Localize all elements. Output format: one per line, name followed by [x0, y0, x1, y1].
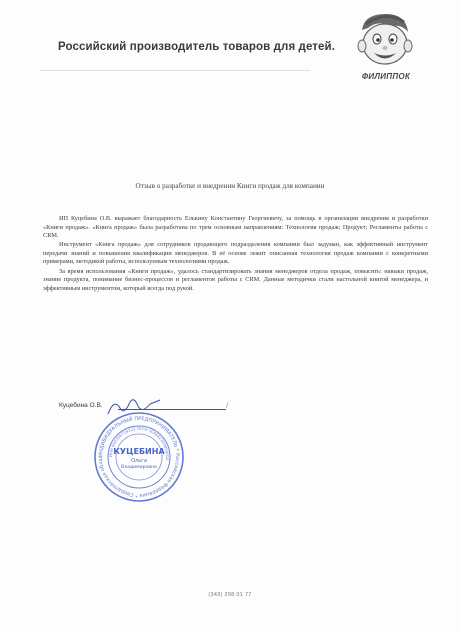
- stamp-first-name: Ольга: [131, 458, 147, 464]
- logo-wordmark: ФИЛИППОК: [361, 72, 411, 81]
- paragraph-tool-purpose: Инструмент «Книга продаж» для сотрудников продающего подразделения компании был задуман, как эффективный инструмент передачи знаний и повышения квалификации менеджеров. В её основе лежит описанная технология продаж компании с конкретными примерами, методикой работы, используемым технологиями продаж.: [43, 241, 428, 266]
- stamp-ring-text: ИНДИВИДУАЛЬНЫЙ ПРЕДПРИНИМАТЕЛЬ * Российская Федерация * Свердловская облас: [97, 415, 181, 499]
- stamp-registration-numbers: ИНН 662306718222 ОГРН 304662309800010: [107, 425, 171, 461]
- document-body: [43, 215, 428, 293]
- paragraph-results: За время использования «Книги продаж», удалось стандартизировать знания менеджеров отдела продаж, повысить: навыки продаж, знание продукта, понимание бизнес-процессов и регламентов работы с CRM. Данные методички стали настольной книгой менеджера, и эффективным инструментом, который всегда под рукой.: [43, 267, 428, 292]
- company-tagline: Российский производитель товаров для детей.: [58, 41, 335, 53]
- document-title: Отзыв о разработке и внедрении Книги продаж для компании: [135, 182, 325, 190]
- header-divider: [40, 70, 310, 71]
- svg-text:ИНН 662306718222 ОГРН 30466230: [108, 426, 170, 461]
- signatory-name: Куцебина О.В.: [59, 402, 103, 409]
- stamp-surname: КУЦЕБИНА: [113, 447, 165, 456]
- stamp-patronymic: Владимировна: [121, 465, 157, 470]
- company-stamp: [93, 411, 185, 503]
- boy-mascot-icon: [342, 8, 424, 74]
- paragraph-gratitude: ИП Куцебина О.В. выражает благодарность Елькину Константину Георгиевичу, за помощь в организации внедрения и разработки «Книги продаж». «Книга продаж» была разработана по трем основным направлениям: Технология продаж; Продукт; Регламенты работы с CRM.: [43, 215, 428, 240]
- signature-slash: /: [226, 401, 229, 410]
- footer-phone: (343) 298 01 77: [208, 592, 252, 598]
